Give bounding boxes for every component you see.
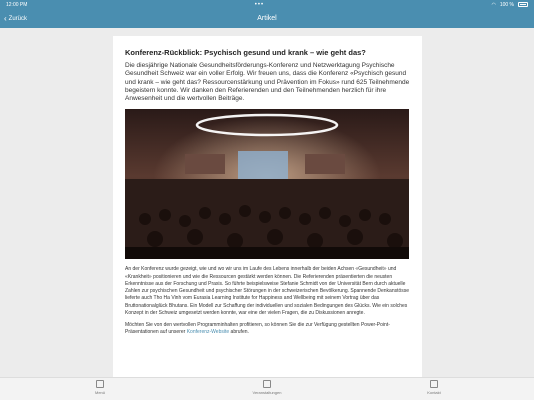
wifi-icon: ◠ (491, 1, 496, 8)
status-time: 12:00 PM (6, 1, 28, 8)
multitask-dots[interactable]: ••• (254, 1, 265, 8)
page-title: Artikel (257, 15, 277, 22)
tab-contact[interactable] (414, 380, 454, 395)
article-title: Konferenz-Rückblick: Psychisch gesund und krank – wie geht das? (125, 48, 366, 57)
calendar-icon (263, 380, 271, 388)
body2-suffix: abrufen. (229, 329, 249, 336)
tab-menu[interactable] (80, 380, 120, 395)
body2-prefix: Möchten Sie von den wertvollen Programminhalten profitieren, so können Sie die zur Verfügung gestellten Power-Point-Präsentationen auf unserer (125, 321, 390, 336)
conference-website-link[interactable]: Konferenz-Website (186, 329, 230, 336)
battery-icon (518, 2, 528, 7)
status-right (491, 2, 528, 8)
status-bar (0, 0, 534, 9)
article-scroll[interactable] (0, 28, 534, 377)
back-button[interactable] (4, 9, 27, 28)
tab-label: Menü (94, 390, 105, 395)
chevron-left-icon: ‹ (4, 14, 7, 23)
tab-label: Veranstaltungen (252, 390, 282, 395)
battery-percent: 100 % (499, 1, 514, 8)
menu-icon (96, 380, 104, 388)
tab-label: Kontakt (427, 390, 441, 395)
back-label: Zurück (8, 15, 28, 22)
nav-bar (0, 9, 534, 28)
article-body: An der Konferenz wurde gezeigt, wie und wo wir uns im Laufe des Lebens innerhalb der beiden Achsen «Gesundheit» und «Krankheit» positionieren und wie die Ressourcen gestärkt werden können. Die Referierenden präsentierten die neusten Erkenntnisse aus der Forschung und Praxis. So führte beispielsweise Stefanie Schmidt von der Universität Bern durch aktuelle Zahlen zur psychischen Gesundheit und psychischer Störungen in der schweizerischen Bevölkerung. Spannende Denkanstösse lieferte auch Tho Ha Vinh vom Eurasia Learning Institute for Happiness and Wellbeing mit seinem Vortrag über das Bruttonationalglück Bhutans. Ein Modell zur Schaffung der individuellen und sozialen Bedingungen des Glücks. Wie ein solches Konzept in der Schweiz umgesetzt werden konnte, war eine der vielen Fragen, die zu Diskussionen anregte. (125, 266, 410, 316)
article-body-2 (125, 322, 410, 336)
tab-events[interactable] (247, 380, 287, 395)
tab-bar (0, 377, 534, 400)
article-card (113, 36, 422, 377)
article-intro: Die diesjährige Nationale Gesundheitsförderungs-Konferenz und Netzwerktagung Psychische Gesundheit Schweiz war ein voller Erfolg. Wir freuen uns, dass die Konferenz «Psychisch gesund und krank – wie geht das? Ressourcenstärkung und Prävention im Fokus» rund 625 Teilnehmende begeistern konnte. Wir danken den Referierenden und den Teilnehmenden herzlich für ihre Anwesenheit und die wertvollen Beiträge. (125, 62, 410, 103)
conference-photo (125, 109, 409, 259)
contact-icon (430, 380, 438, 388)
